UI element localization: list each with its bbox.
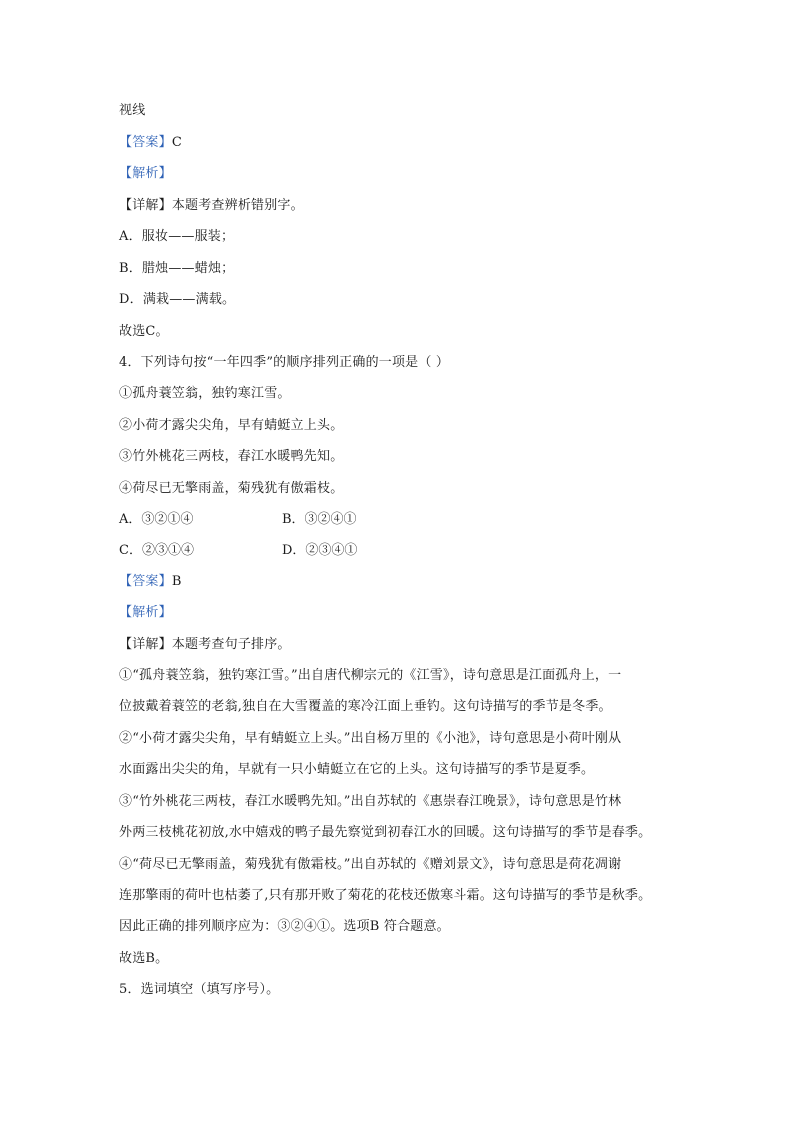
option-d: D．②③④① [282, 543, 358, 558]
explanation-line: 位披戴着蓑笠的老翁,独自在大雪覆盖的寒冷江面上垂钓。这句诗描写的季节是冬季。 [119, 699, 612, 714]
poem-line: ③竹外桃花三两枝，春江水暖鸭先知。 [119, 449, 344, 464]
explanation-line: 水面露出尖尖的角，早就有一只小蜻蜓立在它的上头。这句诗描写的季节是夏季。 [119, 762, 595, 777]
question-4: 4．下列诗句按“一年四季”的顺序排列正确的一项是（ ） [119, 355, 450, 370]
option-b: B．③②④① [282, 512, 357, 527]
option-line: B．腊烛——蜡烛； [119, 261, 235, 276]
answer-value: C [171, 135, 182, 150]
answer-tag: 【答案】 [119, 574, 172, 589]
explanation-line: 外两三枝桃花初放,水中嬉戏的鸭子最先察觉到初春江水的回暖。这句诗描写的季节是春季。 [119, 825, 652, 840]
answer-line [119, 133, 182, 153]
detail-text: 本题考查辨析错别字。 [171, 198, 304, 213]
answer-tag: 【答案】 [119, 135, 172, 150]
poem-line: ①孤舟蓑笠翁，独钓寒江雪。 [119, 386, 291, 401]
explanation-line: ①“孤舟蓑笠翁，独钓寒江雪。”出自唐代柳宗元的《江雪》，诗句意思是江面孤舟上，一 [119, 668, 622, 683]
text-line: 视线 [119, 103, 146, 118]
detail-tag: 【详解】 [119, 637, 172, 652]
option-line: A．服妆——服装； [119, 229, 235, 244]
question-5: 5．选词填空（填写序号）。 [119, 982, 280, 997]
conclusion-line: 故选B。 [119, 951, 169, 966]
explanation-line: ③“竹外桃花三两枝，春江水暖鸭先知。”出自苏轼的《惠崇春江晚景》，诗句意思是竹林 [119, 794, 622, 809]
conclusion-line: 因此正确的排列顺序应为：③②④①。选项B 符合题意。 [119, 919, 450, 934]
analysis-tag: 【解析】 [119, 605, 172, 620]
explanation-line: ②“小荷才露尖尖角，早有蜻蜓立上头。”出自杨万里的《小池》，诗句意思是小荷叶刚从 [119, 731, 622, 746]
detail-line [119, 196, 304, 216]
analysis-tag: 【解析】 [119, 166, 172, 181]
detail-line [119, 635, 291, 655]
poem-line: ②小荷才露尖尖角，早有蜻蜓立上头。 [119, 418, 344, 433]
answer-line [119, 572, 182, 592]
explanation-line: 连那擎雨的荷叶也枯萎了,只有那开败了菊花的花枝还傲寒斗霜。这句诗描写的季节是秋季。 [119, 888, 652, 903]
conclusion-line: 故选C。 [119, 324, 169, 339]
detail-text: 本题考查句子排序。 [171, 637, 291, 652]
option-c: C．②③①④ [119, 543, 194, 558]
detail-tag: 【详解】 [119, 198, 172, 213]
explanation-line: ④“荷尽已无擎雨盖，菊残犹有傲霜枝。”出自苏轼的《赠刘景文》，诗句意思是荷花凋谢 [119, 857, 622, 872]
option-line: D．满栽——满载。 [119, 292, 236, 307]
options-row [119, 510, 719, 530]
options-row [119, 541, 719, 561]
poem-line: ④荷尽已无擎雨盖，菊残犹有傲霜枝。 [119, 481, 344, 496]
option-a: A．③②①④ [119, 512, 194, 527]
answer-value: B [171, 574, 182, 589]
